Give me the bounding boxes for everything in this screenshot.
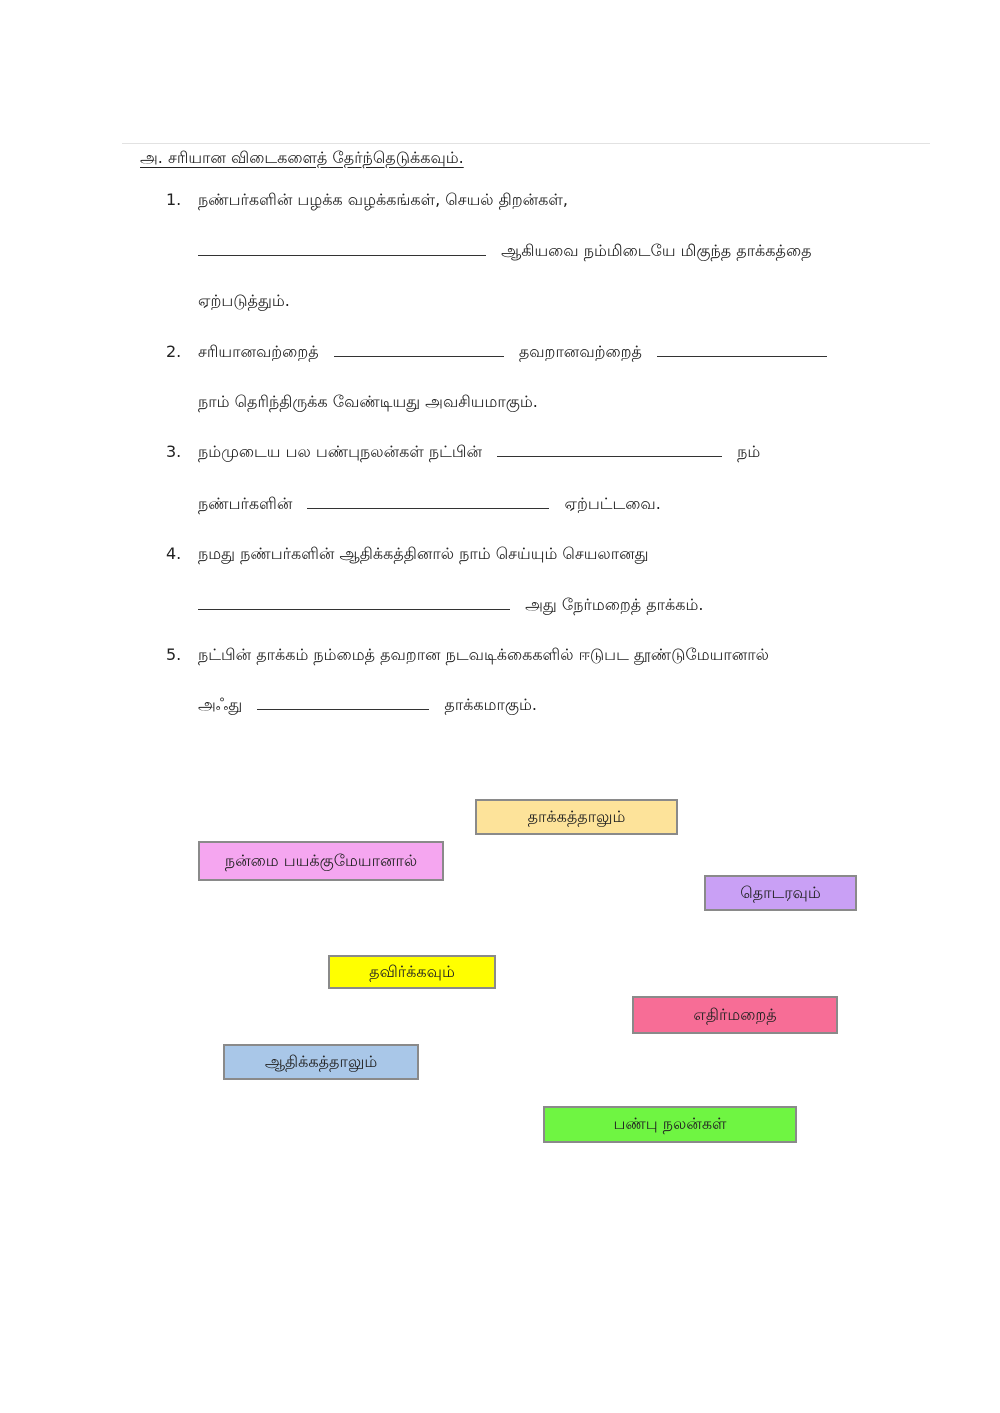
answer-card-nanmai-payakkumeyaanaal[interactable]: நன்மை பயக்குமேயானால் — [198, 841, 444, 881]
top-divider — [122, 143, 930, 144]
question-text: ஏற்படுத்தும். — [198, 291, 290, 310]
question-3 — [166, 441, 761, 463]
question-text: சரியானவற்றைத் — [198, 342, 319, 361]
answer-blank[interactable] — [334, 342, 504, 357]
question-text: நாம் தெரிந்திருக்க வேண்டியது அவசியமாகும். — [198, 392, 538, 411]
question-4 — [166, 543, 649, 565]
question-text: ஏற்பட்டவை. — [564, 494, 661, 513]
answer-card-panbu-nalangal[interactable]: பண்பு நலன்கள் — [543, 1106, 797, 1143]
question-text: அது நேர்மறைத் தாக்கம். — [525, 595, 704, 614]
question-text: நமது நண்பர்களின் ஆதிக்கத்தினால் நாம் செய்யும் செயலானது — [198, 544, 649, 563]
question-text: தாக்கமாகும். — [444, 695, 537, 714]
question-2 — [166, 341, 827, 363]
question-text: அஃது — [198, 695, 243, 714]
answer-blank[interactable] — [198, 241, 486, 256]
answer-card-thaakkaththaalum[interactable]: தாக்கத்தாலும் — [475, 799, 678, 835]
question-text: நம்முடைய பல பண்புநலன்கள் நட்பின் — [198, 442, 482, 461]
question-number: 5. — [166, 645, 182, 664]
question-3-line-2 — [198, 493, 661, 515]
question-4-line-2 — [198, 594, 703, 616]
question-number: 4. — [166, 544, 182, 563]
answer-blank[interactable] — [257, 695, 429, 710]
answer-blank[interactable] — [198, 595, 510, 610]
answer-card-thavirkkavum[interactable]: தவிர்க்கவும் — [328, 955, 496, 989]
instruction-heading: அ. சரியான விடைகளைத் தேர்ந்தெடுக்கவும். — [140, 148, 464, 167]
question-text: ஆகியவை நம்மிடையே மிகுந்த தாக்கத்தை — [501, 241, 812, 260]
question-text: நம் — [737, 442, 761, 461]
answer-blank[interactable] — [497, 442, 722, 457]
question-1-line-3 — [198, 290, 290, 312]
question-5 — [166, 644, 769, 666]
question-number: 1. — [166, 190, 182, 209]
question-1-line-2 — [198, 240, 812, 262]
answer-card-thodaravum[interactable]: தொடரவும் — [704, 875, 857, 911]
answer-card-aathikkaththaalum[interactable]: ஆதிக்கத்தாலும் — [223, 1044, 419, 1080]
question-text: நட்பின் தாக்கம் நம்மைத் தவறான நடவடிக்கைகளில் ஈடுபட தூண்டுமேயானால் — [198, 645, 769, 664]
question-text: நண்பர்களின் பழக்க வழக்கங்கள், செயல் திறன்கள், — [198, 190, 568, 209]
question-number: 3. — [166, 442, 182, 461]
question-2-line-2 — [198, 391, 538, 413]
answer-blank[interactable] — [657, 342, 827, 357]
question-text: நண்பர்களின் — [198, 494, 293, 513]
question-text: தவறானவற்றைத் — [518, 342, 642, 361]
question-5-line-2 — [198, 694, 537, 716]
question-number: 2. — [166, 342, 182, 361]
answer-blank[interactable] — [307, 494, 549, 509]
question-1 — [166, 189, 568, 211]
answer-card-ethirmaraith[interactable]: எதிர்மறைத் — [632, 996, 838, 1034]
